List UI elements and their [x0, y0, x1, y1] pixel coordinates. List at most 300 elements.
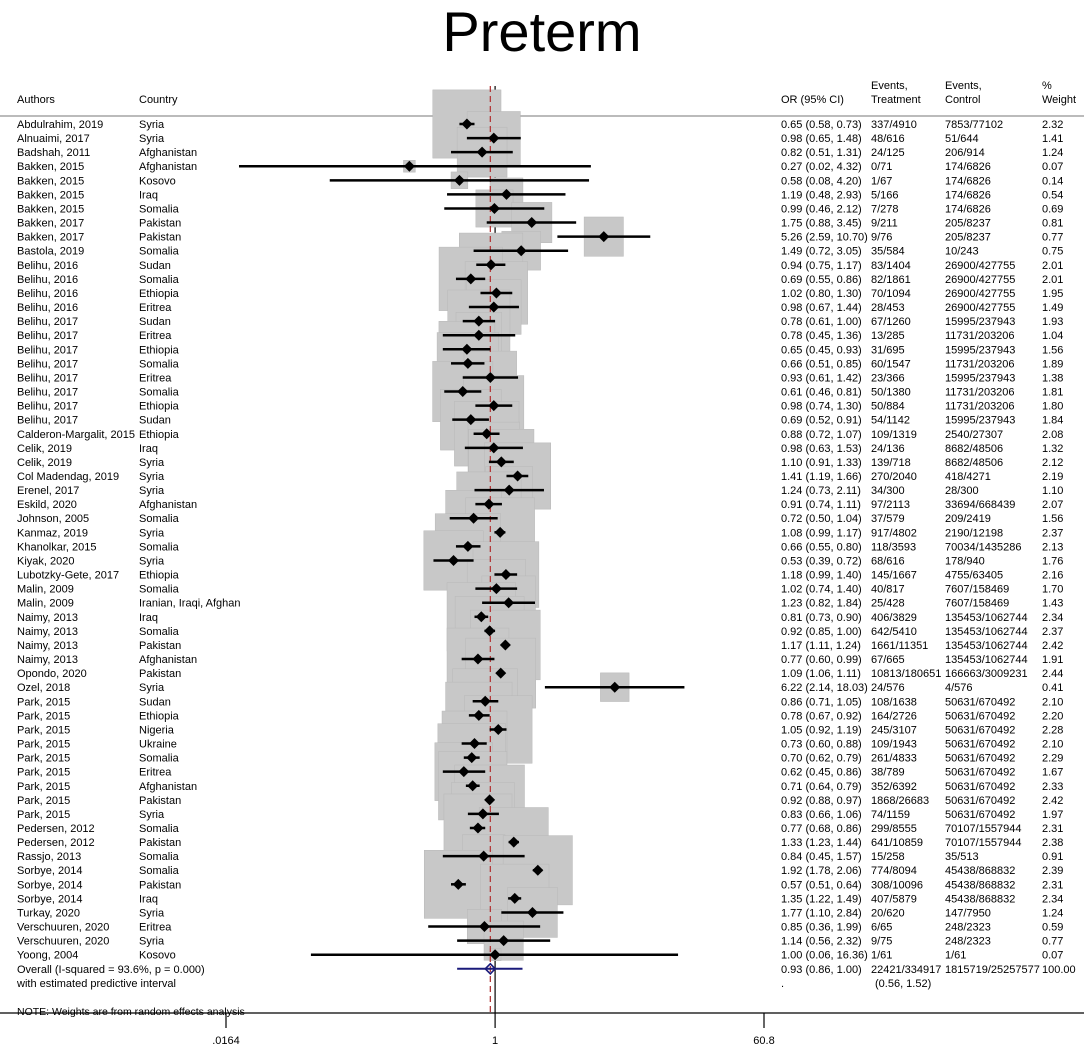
study-events-control: 15995/237943 — [945, 344, 1016, 357]
study-country: Somalia — [139, 625, 179, 638]
study-or: 1.02 (0.80, 1.30) — [781, 287, 862, 300]
study-events-treatment: 164/2726 — [871, 710, 917, 723]
study-weight: 1.76 — [1042, 555, 1064, 568]
study-author: Naimy, 2013 — [17, 639, 78, 652]
study-or: 5.26 (2.59, 10.70) — [781, 231, 868, 244]
study-or: 1.18 (0.99, 1.40) — [781, 569, 862, 582]
study-author: Kiyak, 2020 — [17, 555, 75, 568]
study-events-treatment: 31/695 — [871, 344, 905, 357]
study-events-control: 135453/1062744 — [945, 625, 1028, 638]
study-country: Ethiopia — [139, 428, 179, 441]
study-events-control: 11731/203206 — [945, 386, 1015, 399]
study-country: Somalia — [139, 358, 179, 371]
study-or: 0.70 (0.62, 0.79) — [781, 752, 862, 765]
study-events-treatment: 261/4833 — [871, 752, 917, 765]
study-or: 1.10 (0.91, 1.33) — [781, 456, 862, 469]
study-or: 1.75 (0.88, 3.45) — [781, 217, 862, 230]
header-authors: Authors — [17, 94, 55, 106]
study-author: Belihu, 2016 — [17, 259, 79, 272]
study-weight: 0.77 — [1042, 231, 1064, 244]
study-author: Bakken, 2015 — [17, 175, 85, 188]
study-author: Lubotzky-Gete, 2017 — [17, 569, 120, 582]
study-or: 0.72 (0.50, 1.04) — [781, 513, 862, 526]
study-country: Somalia — [139, 823, 179, 835]
study-events-control: 4755/63405 — [945, 569, 1004, 582]
study-author: Park, 2015 — [17, 766, 71, 779]
study-country: Eritrea — [139, 921, 172, 934]
study-or: 0.98 (0.67, 1.44) — [781, 302, 862, 315]
study-events-control: 7607/158469 — [945, 597, 1010, 610]
study-or: 0.78 (0.45, 1.36) — [781, 330, 862, 343]
study-events-treatment: 0/71 — [871, 161, 893, 174]
study-or: 6.22 (2.14, 18.03) — [781, 682, 868, 695]
study-events-treatment: 67/665 — [871, 654, 905, 667]
study-or: 0.61 (0.46, 0.81) — [781, 386, 862, 399]
study-events-control: 45438/868832 — [945, 893, 1016, 906]
study-or: 1.33 (1.23, 1.44) — [781, 837, 862, 850]
overall-label: Overall (I-squared = 93.6%, p = 0.000) — [17, 963, 205, 976]
study-author: Sorbye, 2014 — [17, 893, 83, 906]
study-events-treatment: 299/8555 — [871, 823, 917, 835]
study-country: Syria — [139, 527, 165, 540]
study-events-treatment: 270/2040 — [871, 471, 917, 483]
study-author: Badshah, 2011 — [17, 147, 91, 160]
study-events-treatment: 9/75 — [871, 935, 893, 948]
study-country: Somalia — [139, 865, 179, 878]
study-events-treatment: 1868/26683 — [871, 794, 930, 807]
study-author: Bakken, 2015 — [17, 203, 85, 216]
study-country: Somalia — [139, 386, 179, 399]
study-or: 0.91 (0.74, 1.11) — [781, 499, 861, 512]
study-or: 0.66 (0.51, 0.85) — [781, 358, 862, 371]
study-events-control: 11731/203206 — [945, 358, 1015, 371]
study-events-treatment: 917/4802 — [871, 527, 917, 540]
study-events-treatment: 642/5410 — [871, 625, 917, 638]
study-author: Belihu, 2017 — [17, 400, 79, 413]
study-author: Bakken, 2015 — [17, 161, 85, 174]
study-country: Pakistan — [139, 794, 182, 807]
study-weight: 0.75 — [1042, 245, 1064, 258]
study-author: Pedersen, 2012 — [17, 837, 95, 850]
study-weight: 1.95 — [1042, 287, 1064, 300]
study-events-treatment: 9/76 — [871, 231, 893, 244]
study-author: Bastola, 2019 — [17, 245, 85, 258]
study-events-control: 50631/670492 — [945, 710, 1016, 723]
study-country: Afghanistan — [139, 499, 198, 512]
study-events-treatment: 54/1142 — [871, 414, 910, 427]
study-weight: 0.59 — [1042, 921, 1064, 934]
study-author: Verschuuren, 2020 — [17, 921, 110, 934]
study-weight: 1.91 — [1042, 654, 1064, 667]
study-weight: 2.08 — [1042, 428, 1064, 441]
study-or: 0.83 (0.66, 1.06) — [781, 808, 862, 821]
overall-events-treatment: 22421/334917 — [871, 963, 942, 976]
study-events-control: 26900/427755 — [945, 287, 1016, 300]
study-events-control: 174/6826 — [945, 175, 991, 188]
study-or: 0.58 (0.08, 4.20) — [781, 175, 862, 188]
predictive-interval-text: (0.56, 1.52) — [875, 977, 932, 990]
study-events-control: 50631/670492 — [945, 780, 1016, 793]
study-or: 0.85 (0.36, 1.99) — [781, 921, 862, 934]
study-author: Eskild, 2020 — [17, 499, 77, 512]
study-events-treatment: 67/1260 — [871, 316, 911, 329]
study-events-treatment: 50/1380 — [871, 386, 911, 399]
study-events-control: 2540/27307 — [945, 428, 1004, 441]
study-events-treatment: 108/1638 — [871, 696, 917, 709]
study-or: 0.53 (0.39, 0.72) — [781, 555, 862, 568]
study-events-control: 50631/670492 — [945, 696, 1016, 709]
study-author: Park, 2015 — [17, 710, 71, 723]
study-events-treatment: 68/616 — [871, 555, 905, 568]
study-or: 0.94 (0.75, 1.17) — [781, 259, 862, 272]
study-events-treatment: 83/1404 — [871, 259, 911, 272]
study-author: Park, 2015 — [17, 724, 71, 737]
study-events-treatment: 37/579 — [871, 513, 905, 526]
study-country: Ethiopia — [139, 710, 179, 723]
study-weight: 0.07 — [1042, 949, 1064, 962]
study-events-treatment: 118/3593 — [871, 541, 917, 554]
study-events-control: 11731/203206 — [945, 400, 1015, 413]
study-events-control: 205/8237 — [945, 217, 991, 230]
study-events-control: 70107/1557944 — [945, 837, 1022, 850]
study-author: Park, 2015 — [17, 752, 71, 765]
study-weight: 1.24 — [1042, 907, 1064, 920]
study-country: Sudan — [139, 259, 171, 272]
study-country: Eritrea — [139, 766, 172, 779]
study-events-treatment: 38/789 — [871, 766, 905, 779]
study-events-treatment: 35/584 — [871, 245, 905, 258]
study-country: Syria — [139, 471, 165, 483]
study-events-control: 178/940 — [945, 555, 985, 568]
study-events-treatment: 48/616 — [871, 133, 905, 146]
study-weight: 2.10 — [1042, 738, 1064, 751]
header-country: Country — [139, 94, 178, 106]
study-author: Celik, 2019 — [17, 442, 73, 455]
study-author: Ozel, 2018 — [17, 682, 71, 695]
study-weight: 2.42 — [1042, 794, 1064, 807]
study-weight: 1.84 — [1042, 414, 1064, 427]
study-author: Belihu, 2017 — [17, 372, 79, 385]
study-events-treatment: 641/10859 — [871, 837, 923, 850]
study-events-treatment: 1/67 — [871, 175, 893, 188]
study-author: Sorbye, 2014 — [17, 865, 83, 878]
study-weight: 2.37 — [1042, 625, 1064, 638]
study-weight: 1.41 — [1042, 133, 1064, 146]
study-events-treatment: 70/1094 — [871, 287, 911, 300]
header-events-treatment: Events, — [871, 80, 908, 92]
study-events-control: 4/576 — [945, 682, 973, 695]
study-country: Ethiopia — [139, 287, 179, 300]
study-events-control: 26900/427755 — [945, 259, 1016, 272]
study-events-treatment: 15/258 — [871, 851, 905, 864]
study-author: Park, 2015 — [17, 780, 71, 793]
study-country: Somalia — [139, 273, 179, 286]
study-events-treatment: 352/6392 — [871, 780, 917, 793]
study-events-control: 15995/237943 — [945, 372, 1016, 385]
study-country: Syria — [139, 682, 165, 695]
study-weight: 1.80 — [1042, 400, 1064, 413]
study-author: Calderon-Margalit, 2015 — [17, 428, 136, 441]
study-events-control: 70107/1557944 — [945, 823, 1022, 835]
study-author: Belihu, 2016 — [17, 302, 79, 315]
study-weight: 1.67 — [1042, 766, 1064, 779]
study-or: 0.98 (0.65, 1.48) — [781, 133, 862, 146]
study-weight: 2.38 — [1042, 837, 1064, 850]
study-events-treatment: 24/136 — [871, 442, 905, 455]
study-or: 0.93 (0.61, 1.42) — [781, 372, 862, 385]
study-events-control: 147/7950 — [945, 907, 991, 920]
study-events-treatment: 245/3107 — [871, 724, 917, 737]
study-country: Somalia — [139, 203, 179, 216]
study-events-control: 50631/670492 — [945, 724, 1016, 737]
study-weight: 1.56 — [1042, 513, 1064, 526]
study-events-treatment: 34/300 — [871, 485, 905, 498]
study-events-treatment: 82/1861 — [871, 273, 911, 286]
study-events-control: 174/6826 — [945, 161, 991, 174]
study-events-control: 15995/237943 — [945, 414, 1016, 427]
study-weight: 2.10 — [1042, 696, 1064, 709]
study-events-control: 28/300 — [945, 485, 979, 498]
study-weight: 2.13 — [1042, 541, 1064, 554]
study-author: Naimy, 2013 — [17, 654, 78, 667]
study-weight: 2.31 — [1042, 823, 1064, 835]
study-events-treatment: 6/65 — [871, 921, 893, 934]
study-country: Iraq — [139, 442, 158, 455]
study-events-control: 50631/670492 — [945, 738, 1016, 751]
study-author: Belihu, 2017 — [17, 386, 79, 399]
study-events-treatment: 774/8094 — [871, 865, 917, 878]
study-events-control: 135453/1062744 — [945, 654, 1028, 667]
study-events-treatment: 337/4910 — [871, 119, 917, 131]
study-country: Somalia — [139, 851, 179, 864]
study-or: 1.02 (0.74, 1.40) — [781, 583, 862, 596]
study-weight: 2.37 — [1042, 527, 1064, 540]
study-country: Syria — [139, 555, 165, 568]
study-weight: 2.07 — [1042, 499, 1064, 512]
study-events-treatment: 60/1547 — [871, 358, 911, 371]
study-author: Celik, 2019 — [17, 456, 73, 469]
study-events-control: 1/61 — [945, 949, 967, 962]
study-events-treatment: 109/1319 — [871, 428, 917, 441]
study-or: 1.00 (0.06, 16.36) — [781, 949, 868, 962]
study-country: Iraq — [139, 189, 158, 202]
study-or: 0.78 (0.67, 0.92) — [781, 710, 862, 723]
study-events-control: 15995/237943 — [945, 316, 1016, 329]
study-events-control: 7607/158469 — [945, 583, 1010, 596]
study-country: Somalia — [139, 752, 179, 765]
study-author: Khanolkar, 2015 — [17, 541, 97, 554]
study-author: Belihu, 2017 — [17, 344, 79, 357]
study-author: Johnson, 2005 — [17, 513, 90, 526]
chart-title: Preterm — [442, 0, 642, 63]
study-events-control: 50631/670492 — [945, 766, 1016, 779]
study-country: Ethiopia — [139, 569, 179, 582]
study-or: 1.08 (0.99, 1.17) — [781, 527, 862, 540]
header-events-treatment: Treatment — [871, 94, 921, 106]
study-country: Somalia — [139, 541, 179, 554]
study-or: 1.24 (0.73, 2.11) — [781, 485, 861, 498]
study-events-treatment: 97/2113 — [871, 499, 910, 512]
study-events-treatment: 139/718 — [871, 456, 911, 469]
study-weight: 1.24 — [1042, 147, 1064, 160]
study-events-control: 50631/670492 — [945, 808, 1016, 821]
study-author: Turkay, 2020 — [17, 907, 80, 920]
study-weight: 0.91 — [1042, 851, 1064, 864]
predictive-dot: . — [781, 977, 785, 990]
study-country: Iranian, Iraqi, Afghan — [139, 597, 241, 610]
study-events-control: 248/2323 — [945, 921, 991, 934]
study-or: 0.78 (0.61, 1.00) — [781, 316, 862, 329]
study-author: Belihu, 2017 — [17, 414, 79, 427]
study-events-control: 11731/203206 — [945, 330, 1015, 343]
study-or: 0.98 (0.74, 1.30) — [781, 400, 862, 413]
study-events-treatment: 109/1943 — [871, 738, 917, 751]
study-events-control: 206/914 — [945, 147, 985, 160]
study-author: Kanmaz, 2019 — [17, 527, 88, 540]
study-author: Yoong, 2004 — [17, 949, 79, 962]
study-author: Erenel, 2017 — [17, 485, 80, 498]
study-weight: 1.49 — [1042, 302, 1064, 315]
study-weight: 1.32 — [1042, 442, 1064, 455]
study-author: Belihu, 2016 — [17, 287, 79, 300]
study-country: Sudan — [139, 316, 171, 329]
study-or: 0.99 (0.46, 2.12) — [781, 203, 862, 216]
study-author: Naimy, 2013 — [17, 625, 78, 638]
study-events-control: 8682/48506 — [945, 442, 1004, 455]
study-events-control: 51/644 — [945, 133, 979, 146]
study-author: Belihu, 2017 — [17, 316, 79, 329]
study-weight: 1.10 — [1042, 485, 1064, 498]
study-or: 0.65 (0.45, 0.93) — [781, 344, 862, 357]
study-weight: 2.12 — [1042, 456, 1064, 469]
study-events-treatment: 7/278 — [871, 203, 899, 216]
study-or: 1.14 (0.56, 2.32) — [781, 935, 862, 948]
study-weight: 2.20 — [1042, 710, 1064, 723]
study-country: Iraq — [139, 611, 158, 624]
study-country: Pakistan — [139, 879, 182, 892]
study-events-treatment: 10813/180651 — [871, 668, 942, 681]
study-or: 0.77 (0.60, 0.99) — [781, 654, 862, 667]
study-country: Somalia — [139, 513, 179, 526]
study-author: Park, 2015 — [17, 808, 71, 821]
overall-or: 0.93 (0.86, 1.00) — [781, 963, 862, 976]
study-country: Syria — [139, 935, 165, 948]
study-author: Sorbye, 2014 — [17, 879, 83, 892]
study-country: Ethiopia — [139, 400, 179, 413]
study-events-control: 50631/670492 — [945, 752, 1016, 765]
study-events-treatment: 74/1159 — [871, 808, 910, 821]
study-country: Kosovo — [139, 175, 176, 188]
study-country: Pakistan — [139, 668, 182, 681]
study-events-treatment: 23/366 — [871, 372, 905, 385]
study-weight: 1.43 — [1042, 597, 1064, 610]
study-events-control: 35/513 — [945, 851, 979, 864]
study-events-control: 50631/670492 — [945, 794, 1016, 807]
study-events-treatment: 407/5879 — [871, 893, 917, 906]
study-country: Pakistan — [139, 639, 182, 652]
study-events-control: 45438/868832 — [945, 865, 1016, 878]
study-country: Iraq — [139, 893, 158, 906]
study-author: Bakken, 2015 — [17, 189, 85, 202]
study-country: Eritrea — [139, 330, 172, 343]
study-events-control: 209/2419 — [945, 513, 991, 526]
study-events-control: 26900/427755 — [945, 302, 1016, 315]
header-events-control: Control — [945, 94, 981, 106]
study-or: 1.77 (1.10, 2.84) — [781, 907, 862, 920]
study-weight: 2.42 — [1042, 639, 1064, 652]
study-country: Afghanistan — [139, 161, 198, 174]
study-events-control: 26900/427755 — [945, 273, 1016, 286]
study-events-control: 8682/48506 — [945, 456, 1004, 469]
header-weight: % — [1042, 80, 1052, 92]
study-or: 1.35 (1.22, 1.49) — [781, 893, 862, 906]
study-or: 0.98 (0.63, 1.53) — [781, 442, 862, 455]
study-events-control: 45438/868832 — [945, 879, 1016, 892]
study-or: 0.92 (0.88, 0.97) — [781, 794, 862, 807]
study-weight: 2.32 — [1042, 119, 1064, 131]
study-author: Alnuaimi, 2017 — [17, 133, 90, 146]
study-weight: 0.54 — [1042, 189, 1064, 202]
study-country: Pakistan — [139, 837, 182, 850]
study-weight: 2.44 — [1042, 668, 1064, 681]
study-weight: 2.01 — [1042, 259, 1064, 272]
header-events-control: Events, — [945, 80, 982, 92]
study-or: 0.71 (0.64, 0.79) — [781, 780, 862, 793]
study-events-control: 70034/1435286 — [945, 541, 1022, 554]
study-or: 0.69 (0.52, 0.91) — [781, 414, 862, 427]
overall-events-control: 1815719/25257577 — [945, 963, 1040, 976]
study-events-treatment: 20/620 — [871, 907, 905, 920]
study-or: 0.77 (0.68, 0.86) — [781, 823, 862, 835]
study-events-treatment: 40/817 — [871, 583, 905, 596]
x-tick-label: 1 — [492, 1035, 499, 1047]
study-country: Afghanistan — [139, 147, 198, 160]
study-or: 0.65 (0.58, 0.73) — [781, 119, 862, 131]
header-weight: Weight — [1042, 94, 1077, 106]
study-weight: 2.34 — [1042, 611, 1064, 624]
study-weight: 0.69 — [1042, 203, 1064, 216]
study-weight: 2.31 — [1042, 879, 1064, 892]
study-author: Verschuuren, 2020 — [17, 935, 110, 948]
study-or: 1.19 (0.48, 2.93) — [781, 189, 862, 202]
study-author: Abdulrahim, 2019 — [17, 119, 104, 131]
study-events-control: 166663/3009231 — [945, 668, 1028, 681]
overall-weight: 100.00 — [1042, 963, 1076, 976]
study-events-treatment: 28/453 — [871, 302, 905, 315]
study-events-treatment: 5/166 — [871, 189, 899, 202]
study-events-treatment: 13/285 — [871, 330, 905, 343]
study-weight: 2.33 — [1042, 780, 1064, 793]
study-or: 1.41 (1.19, 1.66) — [781, 471, 862, 483]
study-weight: 1.97 — [1042, 808, 1064, 821]
study-or: 0.92 (0.85, 1.00) — [781, 625, 862, 638]
study-or: 1.05 (0.92, 1.19) — [781, 724, 862, 737]
study-events-treatment: 9/211 — [871, 217, 898, 230]
study-or: 1.17 (1.11, 1.24) — [781, 639, 861, 652]
study-events-treatment: 25/428 — [871, 597, 905, 610]
study-events-control: 248/2323 — [945, 935, 991, 948]
study-country: Somalia — [139, 245, 179, 258]
study-or: 1.23 (0.82, 1.84) — [781, 597, 862, 610]
study-events-treatment: 50/884 — [871, 400, 905, 413]
study-author: Park, 2015 — [17, 738, 71, 751]
note-text: NOTE: Weights are from random effects analysis — [17, 1006, 245, 1019]
study-or: 1.09 (1.06, 1.11) — [781, 668, 861, 681]
study-country: Syria — [139, 485, 165, 498]
study-country: Ethiopia — [139, 344, 179, 357]
header-or: OR (95% CI) — [781, 94, 844, 106]
study-weight: 2.28 — [1042, 724, 1064, 737]
